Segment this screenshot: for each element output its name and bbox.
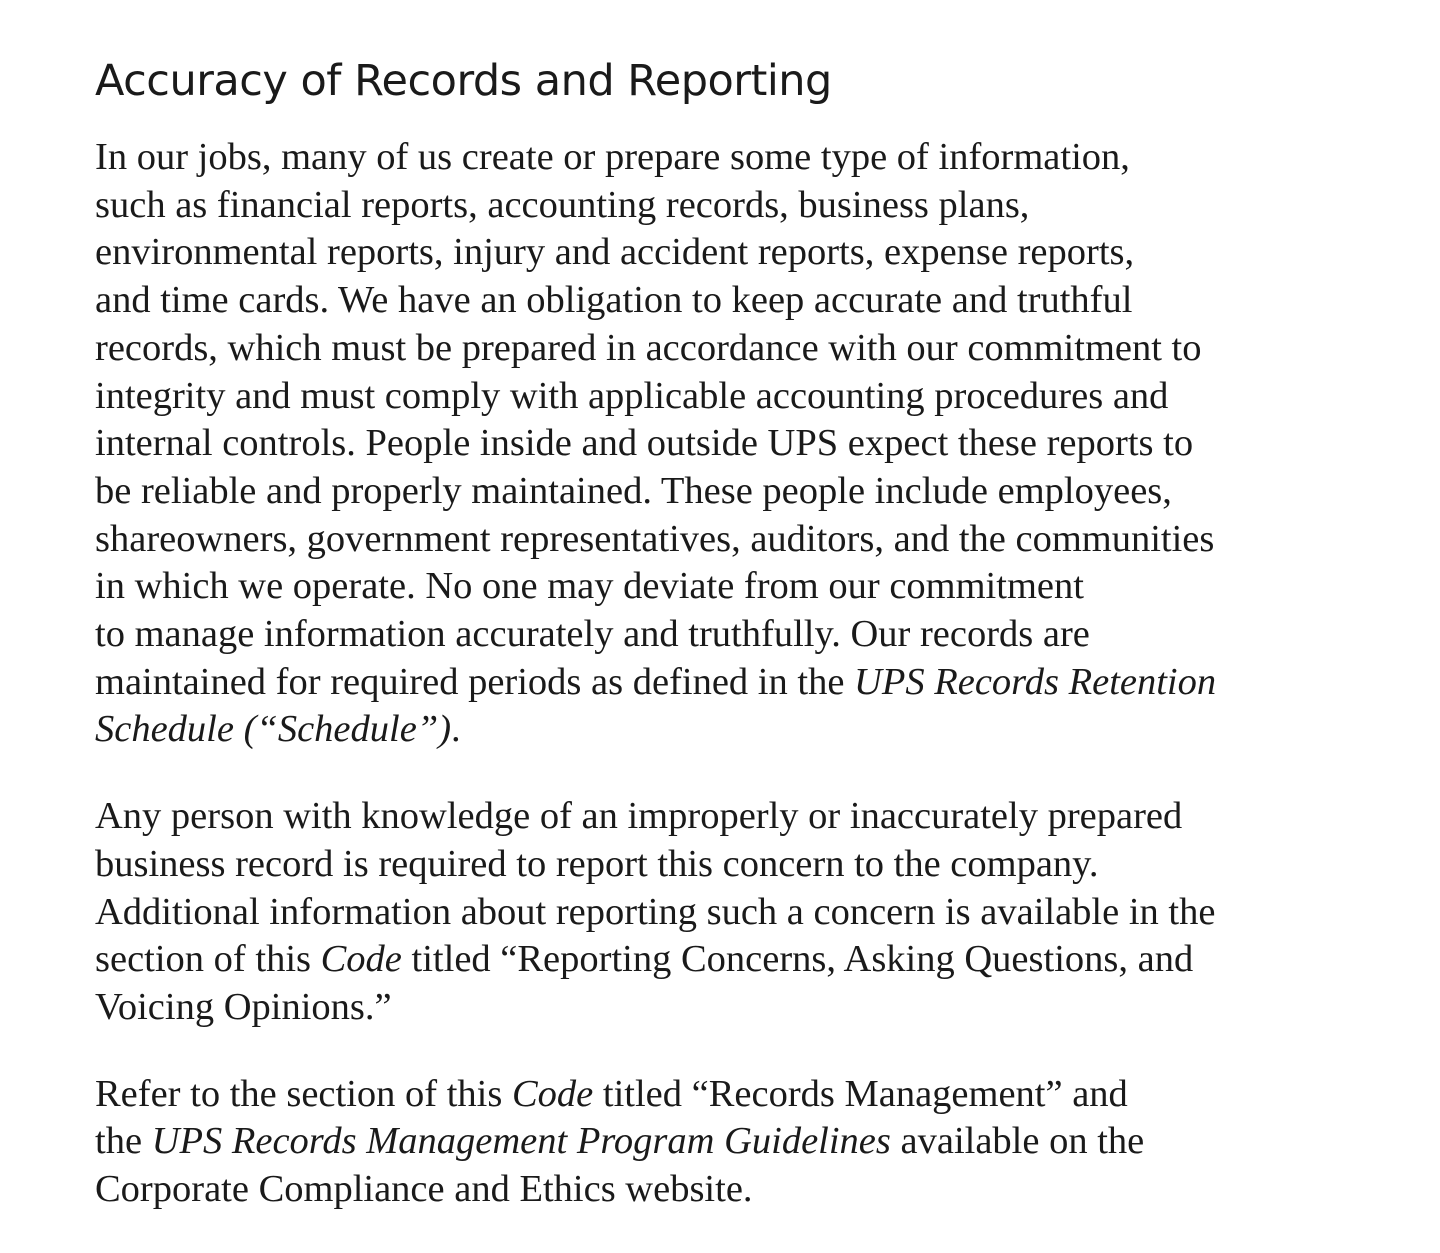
paragraph-refer-guidelines	[95, 1071, 1355, 1214]
text-line	[95, 1071, 1355, 1119]
text-segment: section of this	[95, 938, 321, 981]
document-title-italic: UPS Records Management Program Guidelines	[151, 1120, 891, 1163]
text-line	[95, 936, 1355, 984]
text-line: internal controls. People inside and outside UPS expect these reports to	[95, 422, 1194, 465]
paragraph-records-obligation	[95, 134, 1355, 754]
text-line: Additional information about reporting such a concern is available in the	[95, 890, 1216, 933]
section-heading: Accuracy of Records and Reporting	[95, 56, 832, 106]
text-line: and time cards. We have an obligation to keep accurate and truthful	[95, 279, 1133, 322]
text-line: in which we operate. No one may deviate from our commitment	[95, 565, 1084, 608]
text-line: integrity and must comply with applicable accounting procedures and	[95, 374, 1169, 417]
text-line: be reliable and properly maintained. These people include employees,	[95, 469, 1172, 512]
text-line: Any person with knowledge of an improperly or inaccurately prepared	[95, 795, 1183, 838]
text-line: shareowners, government representatives, auditors, and the communities	[95, 517, 1215, 560]
text-line: Voicing Opinions.”	[95, 985, 392, 1028]
code-italic: Code	[511, 1072, 594, 1115]
text-line	[95, 1118, 1355, 1166]
document-page	[95, 52, 1355, 1253]
text-line: business record is required to report this concern to the company.	[95, 842, 1099, 885]
document-title-italic: UPS Records Retention	[854, 660, 1217, 703]
text-line: Corporate Compliance and Ethics website.	[95, 1168, 753, 1211]
text-segment: titled “Records Management” and	[593, 1072, 1128, 1115]
code-italic: Code	[320, 938, 402, 981]
text-line	[95, 706, 1355, 754]
text-line: records, which must be prepared in accordance with our commitment to	[95, 326, 1202, 369]
text-segment: maintained for required periods as defined in the	[95, 660, 855, 703]
text-segment: the	[95, 1120, 152, 1163]
document-title-italic: Schedule (“Schedule”)	[95, 708, 452, 751]
text-segment: .	[451, 708, 461, 751]
text-line	[95, 659, 1355, 707]
text-line: In our jobs, many of us create or prepare some type of information,	[95, 136, 1130, 178]
text-segment: Refer to the section of this	[95, 1072, 512, 1115]
text-segment: available on the	[890, 1120, 1145, 1163]
text-line: environmental reports, injury and accident reports, expense reports,	[95, 231, 1135, 274]
text-segment: titled “Reporting Concerns, Asking Questions, and	[401, 938, 1194, 981]
paragraph-reporting-concerns	[95, 793, 1355, 1032]
text-line: such as financial reports, accounting records, business plans,	[95, 183, 1030, 226]
text-line: to manage information accurately and truthfully. Our records are	[95, 613, 1090, 656]
